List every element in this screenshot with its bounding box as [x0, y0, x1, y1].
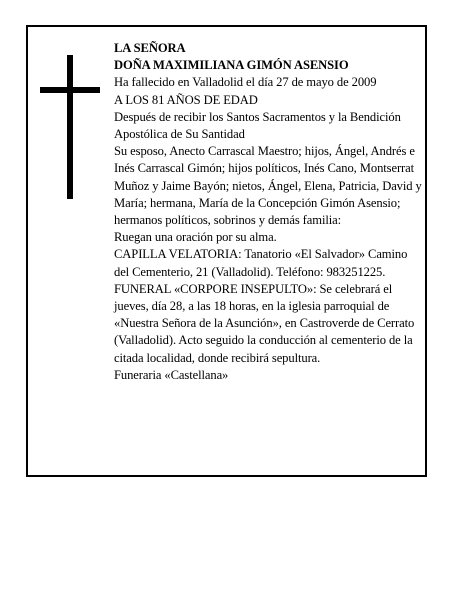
family-paragraph: Su esposo, Anecto Carrascal Maestro; hijos, Ángel, Andrés e Inés Carrascal Gimón; hijos políticos, Inés Cano, Montserrat Muñoz y Jaime Bayón; nietos, Ángel, Elena, Patricia, David y María; hermana, María de la Concepción Gimón Asensio; hermanos políticos, sobrinos y demás familia:: [114, 144, 422, 228]
deceased-name: DOÑA MAXIMILIANA GIMÓN ASENSIO: [114, 58, 349, 73]
prayer-line: Ruegan una oración por su alma.: [114, 230, 277, 245]
notice-text: [114, 40, 424, 384]
cross-vertical-bar: [67, 55, 73, 199]
funeral-paragraph: FUNERAL «CORPORE INSEPULTO»: Se celebrará el jueves, día 28, a las 18 horas, en la iglesia parroquial de «Nuestra Señora de la Asunción», en Castroverde de Cerrato (Valladolid). Acto seguido la conducción al cementerio de la citada localidad, donde recibirá sepultura.: [114, 281, 415, 365]
sacraments-line: Después de recibir los Santos Sacramentos y la Bendición Apostólica de Su Santidad: [114, 109, 401, 142]
age-line: A LOS 81 AÑOS DE EDAD: [114, 92, 258, 107]
chapel-paragraph: CAPILLA VELATORIA: Tanatorio «El Salvador» Camino del Cementerio, 21 (Valladolid). Teléfono: 983251225.: [114, 247, 408, 279]
cross-horizontal-bar: [40, 87, 100, 93]
death-date-line: Ha fallecido en Valladolid el día 27 de mayo de 2009: [114, 75, 377, 90]
funeral-home-line: Funeraria «Castellana»: [114, 367, 229, 382]
heading-title: LA SEÑORA: [114, 41, 186, 55]
cross-icon: [40, 55, 100, 199]
obituary-notice: [26, 25, 427, 477]
